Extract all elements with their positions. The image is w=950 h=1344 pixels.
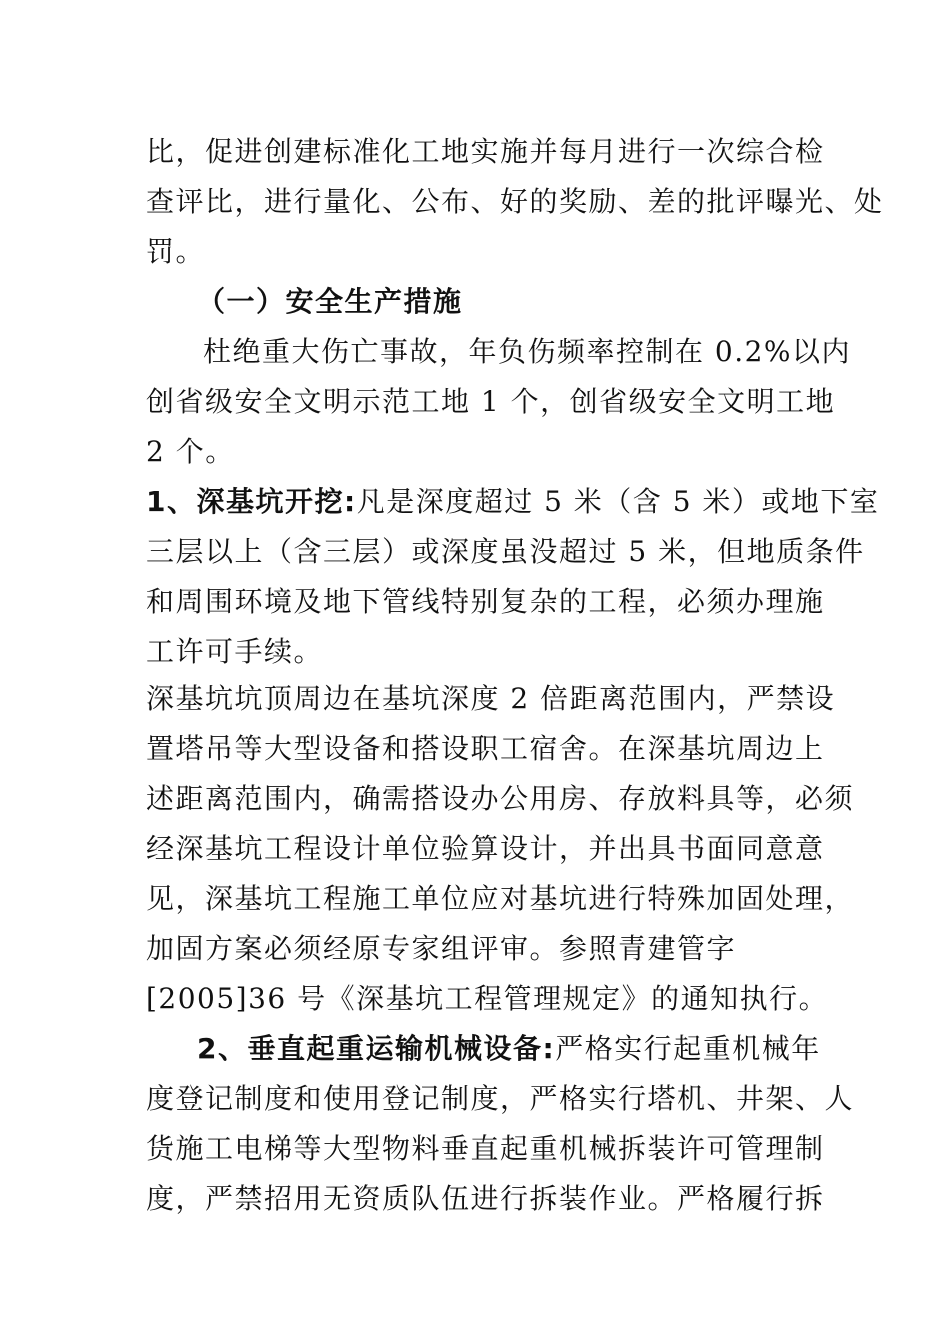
subsection-heading: 1、深基坑开挖: [146,485,357,518]
paragraph-line: 货施工电梯等大型物料垂直起重机械拆装许可管理制 [146,1132,825,1165]
paragraph-line [146,477,880,527]
paragraph-line: 2 个。 [146,435,235,468]
paragraph-line: 三层以上（含三层）或深度虽没超过 5 米，但地质条件 [146,535,865,568]
paragraph-line: 罚。 [146,235,206,268]
paragraph-line: 加固方案必须经原专家组评审。参照青建管字 [146,932,737,965]
paragraph-line: 工许可手续。 [146,635,324,668]
paragraph-line: 度，严禁招用无资质队伍进行拆装作业。严格履行拆 [146,1182,825,1215]
paragraph-line: 查评比，进行量化、公布、好的奖励、差的批评曝光、处 [146,185,884,218]
paragraph-line: 度登记制度和使用登记制度，严格实行塔机、井架、人 [146,1082,855,1115]
paragraph-text: 严格实行起重机械年 [555,1032,821,1065]
paragraph-line: 杜绝重大伤亡事故，年负伤频率控制在 0.2%以内 [203,335,852,368]
subsection-heading: 2、垂直起重运输机械设备: [197,1032,556,1065]
section-heading: （一）安全生产措施 [197,285,463,318]
paragraph-line: 置塔吊等大型设备和搭设职工宿舍。在深基坑周边上 [146,732,825,765]
paragraph-line: 述距离范围内，确需搭设办公用房、存放料具等，必须 [146,782,855,815]
paragraph-line: 创省级安全文明示范工地 1 个，创省级安全文明工地 [146,385,836,418]
paragraph-line [197,1024,877,1074]
paragraph-line: 经深基坑工程设计单位验算设计，并出具书面同意意 [146,832,825,865]
paragraph-line: 比，促进创建标准化工地实施并每月进行一次综合检 [146,135,825,168]
paragraph-line: 见，深基坑工程施工单位应对基坑进行特殊加固处理， [146,882,855,915]
paragraph-text: 凡是深度超过 5 米（含 5 米）或地下室 [356,485,880,518]
paragraph-line: 和周围环境及地下管线特别复杂的工程，必须办理施 [146,585,825,618]
paragraph-line: 深基坑坑顶周边在基坑深度 2 倍距离范围内，严禁设 [146,682,836,715]
paragraph-line: [2005]36 号《深基坑工程管理规定》的通知执行。 [146,982,829,1015]
